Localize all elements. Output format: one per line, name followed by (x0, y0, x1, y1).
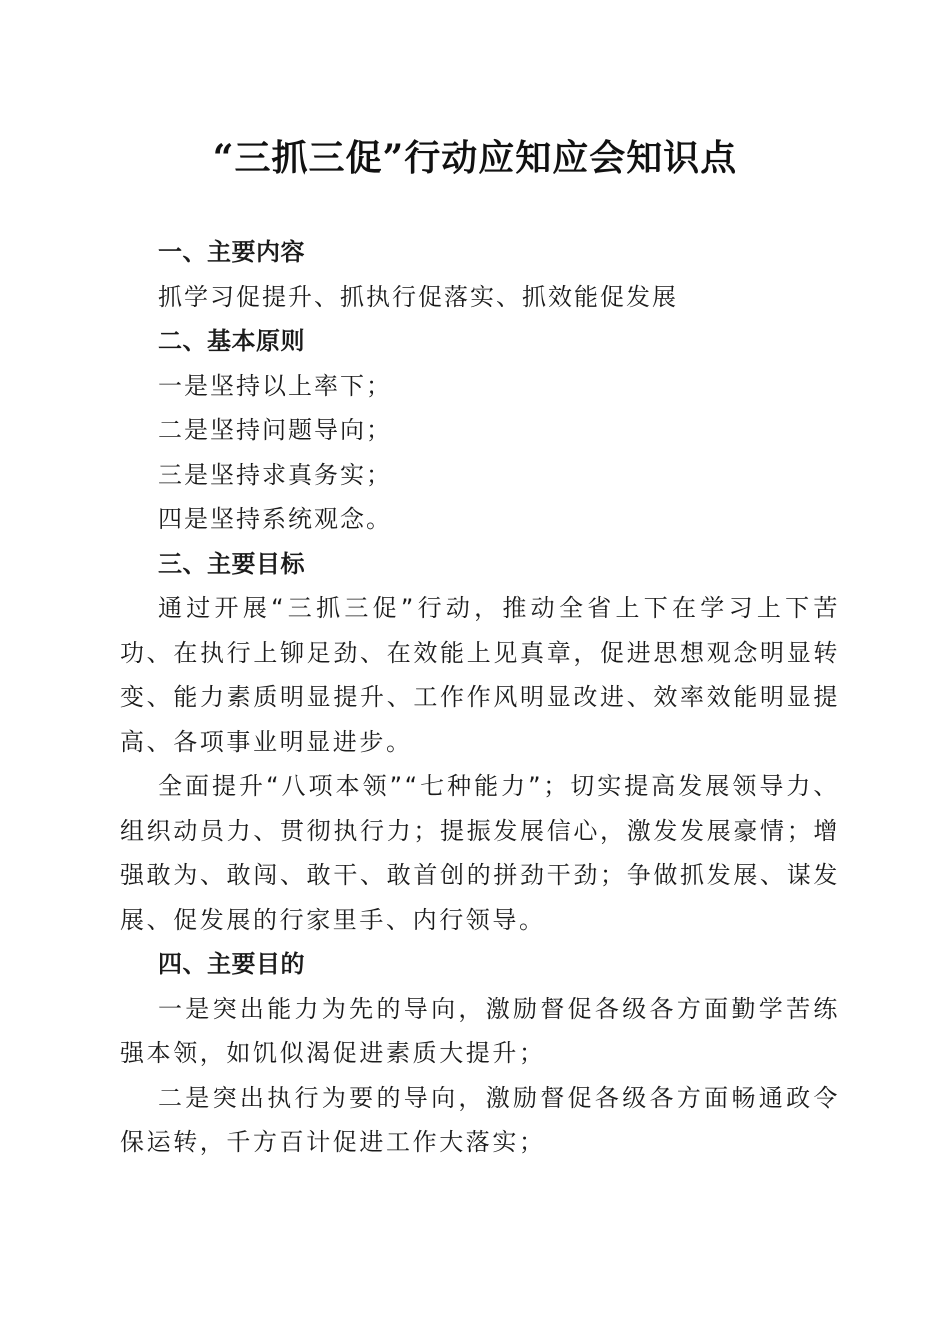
purpose-paragraph: 二是突出执行为要的导向，激励督促各级各方面畅通政令保运转，千方百计促进工作大落实； (120, 1083, 840, 1156)
goals-paragraph: 全面提升“八项本领”“七种能力”；切实提高发展领导力、组织动员力、贯彻执行力；提振发展信心，激发发展豪情；增强敢为、敢闯、敢干、敢首创的拼劲干劲；争做抓发展、谋发展、促发展的行家里手、内行领导。 (120, 772, 840, 934)
section-heading-purposes: 四、主要目的 (158, 950, 305, 978)
principle-item: 三是坚持求真务实； (158, 460, 392, 489)
goals-paragraph: 通过开展“三抓三促”行动，推动全省上下在学习上下苦功、在执行上铆足劲、在效能上见真章，促进思想观念明显转变、能力素质明显提升、工作作风明显改进、效率效能明显提高、各项事业明显进步。 (120, 594, 840, 756)
principle-item: 二是坚持问题导向； (158, 416, 392, 444)
section-heading-principles: 二、基本原则 (158, 327, 305, 355)
document-title: “三抓三促”行动应知应会知识点 (212, 137, 738, 179)
section-heading-goals: 三、主要目标 (158, 549, 305, 578)
section-heading-main-content: 一、主要内容 (158, 238, 305, 266)
main-content-text: 抓学习促提升、抓执行促落实、抓效能促发展 (158, 282, 678, 311)
purpose-paragraph: 一是突出能力为先的导向，激励督促各级各方面勤学苦练强本领，如饥似渴促进素质大提升； (120, 994, 840, 1067)
document-body (120, 230, 840, 1165)
principle-item: 四是坚持系统观念。 (158, 505, 392, 533)
principle-item: 一是坚持以上率下； (158, 371, 392, 400)
